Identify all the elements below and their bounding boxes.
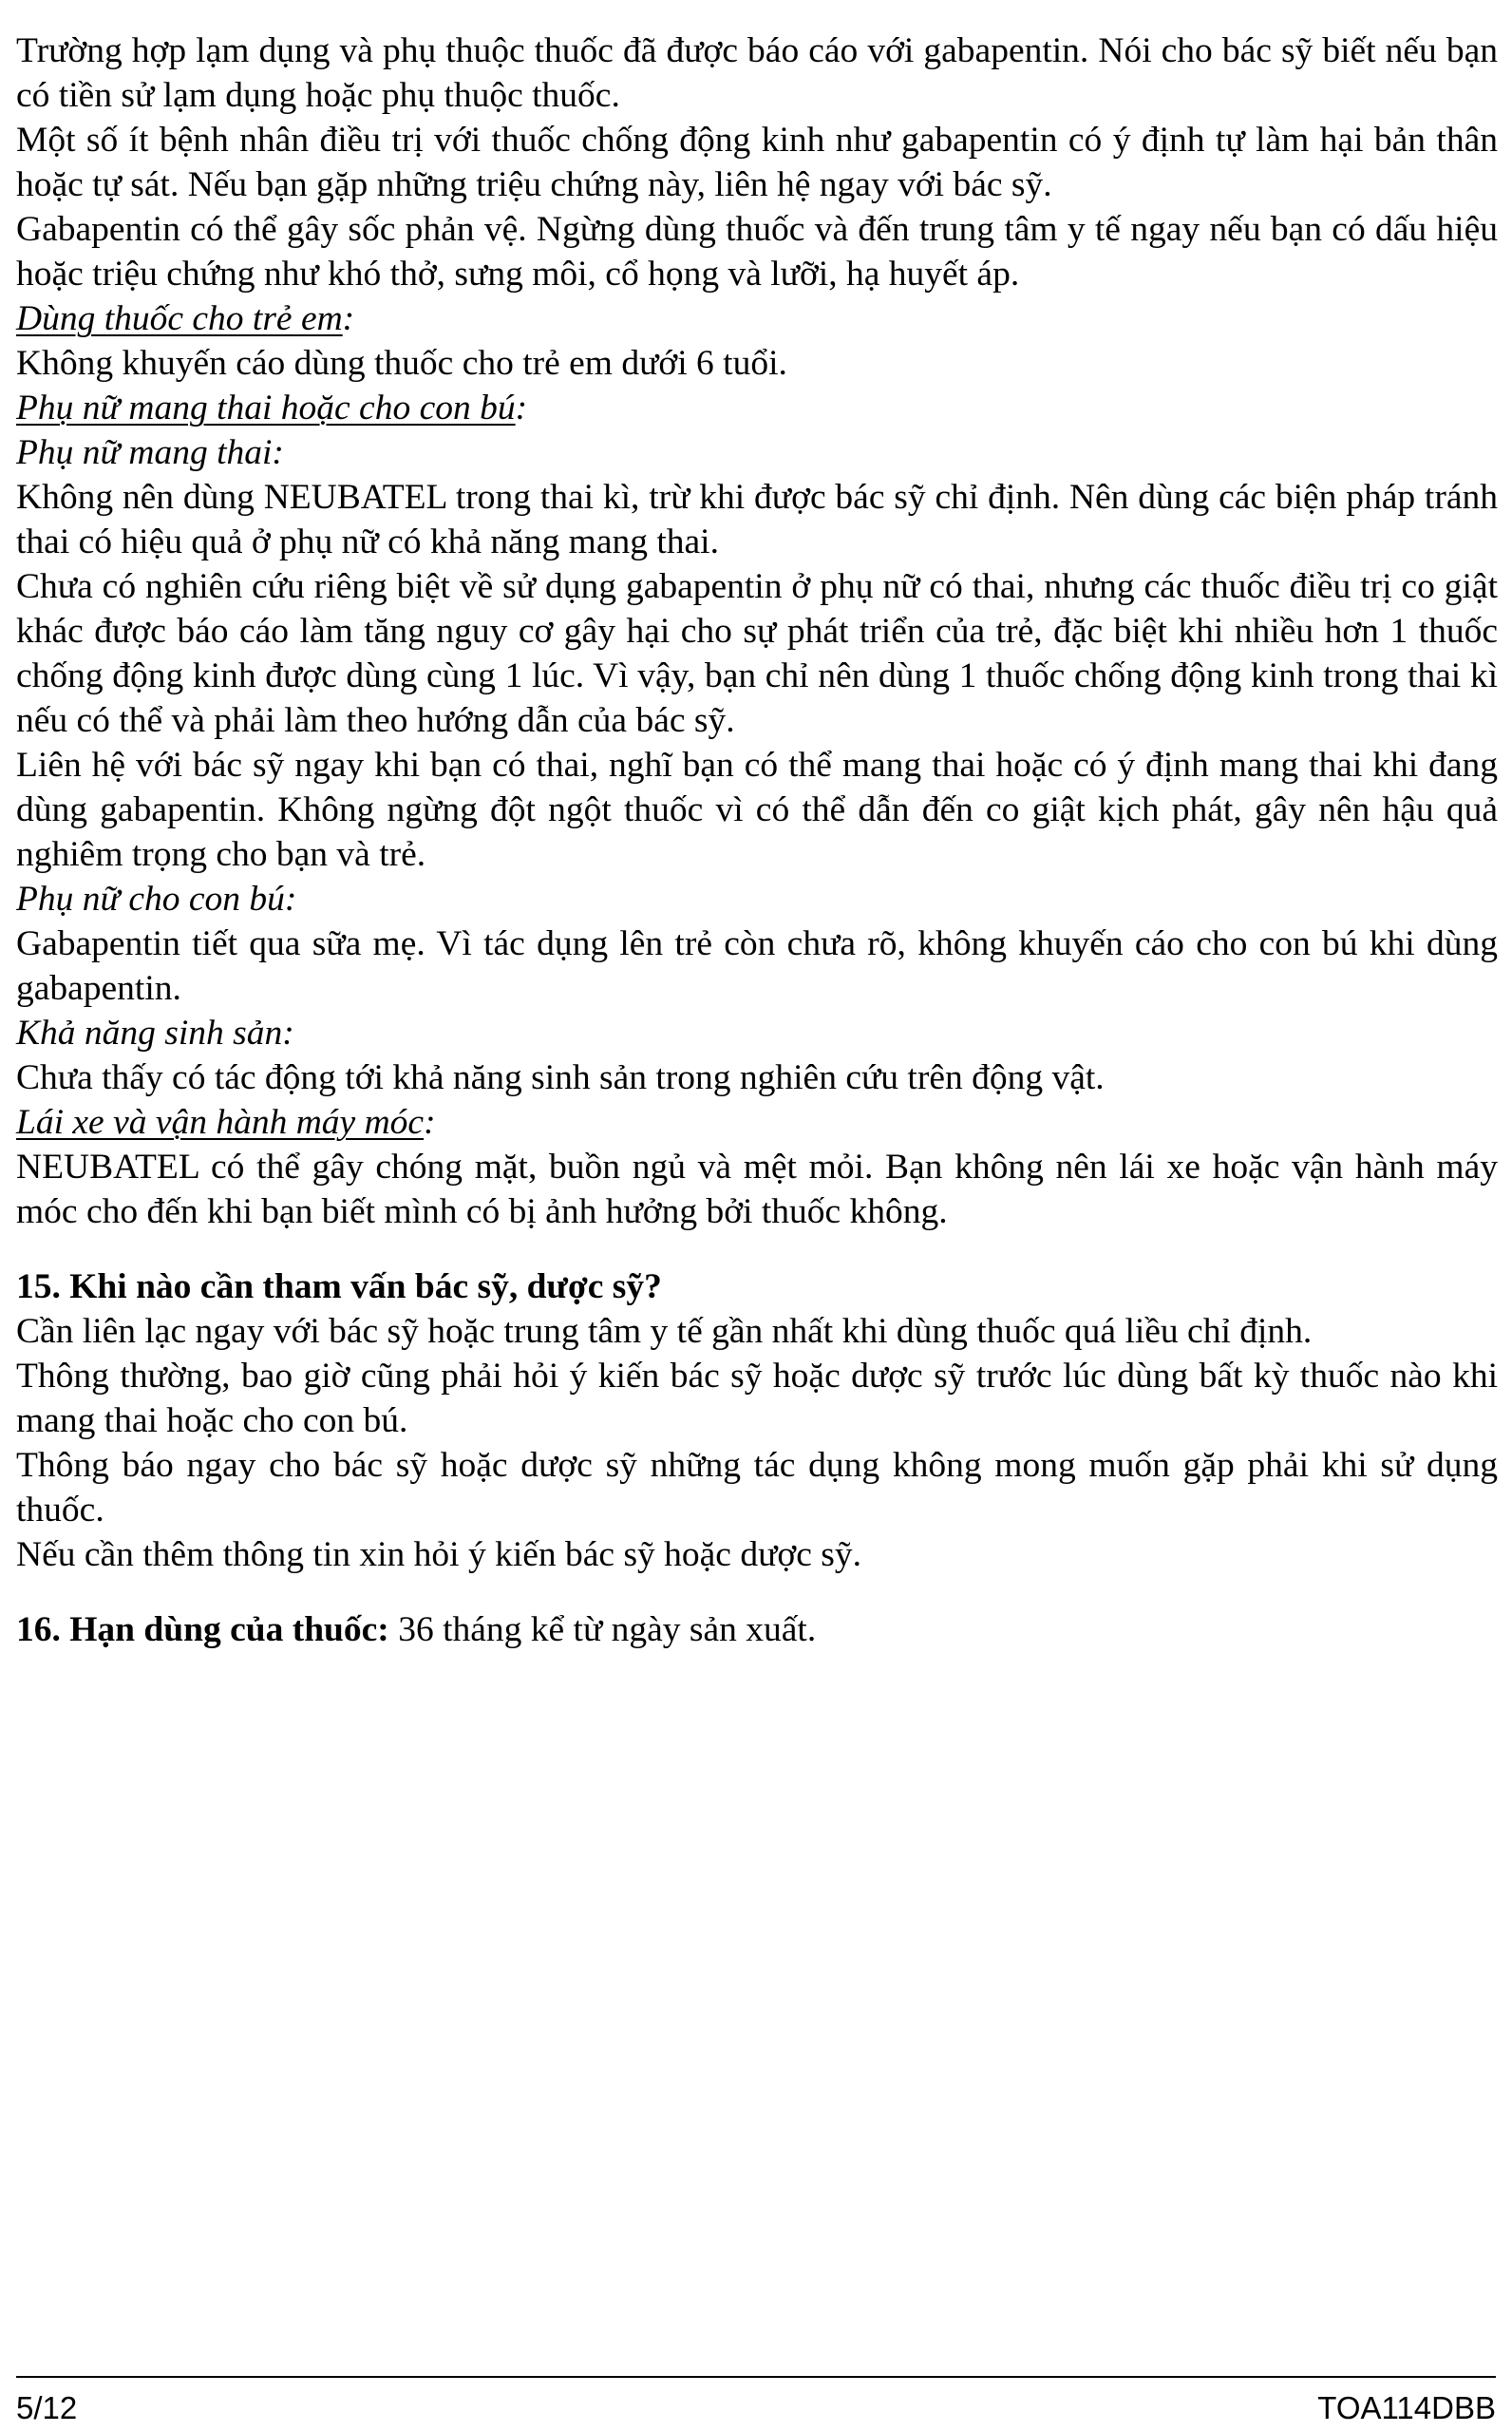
subheading-pregnant: Phụ nữ mang thai: (16, 433, 284, 472)
heading-driving-label: Lái xe và vận hành máy móc (16, 1103, 425, 1142)
paragraph-self-harm: Một số ít bệnh nhân điều trị với thuốc chống động kinh như gabapentin có ý định tự làm hại bản thân hoặc tự sát. Nếu bạn gặp những triệu chứng này, liên hệ ngay với bác sỹ. (16, 121, 1498, 204)
footer-divider (16, 2376, 1496, 2378)
heading-colon: : (342, 299, 355, 338)
page-number: 5/12 (16, 2390, 78, 2425)
paragraph-pregnant-2: Chưa có nghiên cứu riêng biệt về sử dụng gabapentin ở phụ nữ có thai, nhưng các thuốc điều trị co giật khác được báo cáo làm tăng nguy cơ gây hại cho sự phát triển của trẻ, đặc biệt khi nhiều hơn 1 thuốc chống động kinh được dùng cùng 1 lúc. Vì vậy, bạn chỉ nên dùng 1 thuốc chống động kinh trong thai kì nếu có thể và phải làm theo hướng dẫn của bác sỹ. (16, 567, 1498, 740)
heading-colon: : (424, 1103, 436, 1142)
paragraph-children: Không khuyến cáo dùng thuốc cho trẻ em dưới 6 tuổi. (16, 344, 787, 383)
subheading-fertility: Khả năng sinh sản: (16, 1014, 294, 1053)
paragraph-fertility: Chưa thấy có tác động tới khả năng sinh sản trong nghiên cứu trên động vật. (16, 1058, 1105, 1097)
heading-colon: : (515, 389, 528, 428)
document-body (16, 28, 1498, 1652)
document-code: TOA114DBB (1317, 2390, 1496, 2425)
section-15-title: 15. Khi nào cần tham vấn bác sỹ, dược sỹ? (16, 1267, 662, 1306)
paragraph-anaphylaxis: Gabapentin có thể gây sốc phản vệ. Ngừng dùng thuốc và đến trung tâm y tế ngay nếu bạn có dấu hiệu hoặc triệu chứng như khó thở, sưng môi, cổ họng và lưỡi, hạ huyết áp. (16, 210, 1498, 294)
section-15-paragraph-1: Cần liên lạc ngay với bác sỹ hoặc trung tâm y tế gần nhất khi dùng thuốc quá liều chỉ định. (16, 1312, 1313, 1351)
heading-driving (16, 1100, 1498, 1145)
heading-children (16, 296, 1498, 341)
subheading-breastfeeding: Phụ nữ cho con bú: (16, 880, 297, 919)
paragraph-driving: NEUBATEL có thể gây chóng mặt, buồn ngủ và mệt mỏi. Bạn không nên lái xe hoặc vận hành máy móc cho đến khi bạn biết mình có bị ảnh hưởng bởi thuốc không. (16, 1148, 1498, 1231)
section-15-paragraph-4: Nếu cần thêm thông tin xin hỏi ý kiến bác sỹ hoặc dược sỹ. (16, 1535, 861, 1574)
section-15-paragraph-2: Thông thường, bao giờ cũng phải hỏi ý kiến bác sỹ hoặc dược sỹ trước lúc dùng bất kỳ thuốc nào khi mang thai hoặc cho con bú. (16, 1357, 1498, 1440)
section-15-paragraph-3: Thông báo ngay cho bác sỹ hoặc dược sỹ những tác dụng không mong muốn gặp phải khi sử dụng thuốc. (16, 1446, 1498, 1530)
paragraph-breastfeeding: Gabapentin tiết qua sữa mẹ. Vì tác dụng lên trẻ còn chưa rõ, không khuyến cáo cho con bú khi dùng gabapentin. (16, 924, 1498, 1008)
heading-children-label: Dùng thuốc cho trẻ em (16, 299, 343, 338)
paragraph-pregnant-1: Không nên dùng NEUBATEL trong thai kì, trừ khi được bác sỹ chỉ định. Nên dùng các biện pháp tránh thai có hiệu quả ở phụ nữ có khả năng mang thai. (16, 478, 1498, 561)
paragraph-drug-abuse: Trường hợp lạm dụng và phụ thuộc thuốc đã được báo cáo với gabapentin. Nói cho bác sỹ biết nếu bạn có tiền sử lạm dụng hoặc phụ thuộc thuốc. (16, 31, 1498, 115)
section-16-title: 16. Hạn dùng của thuốc: (16, 1610, 389, 1649)
heading-pregnancy-lactation (16, 386, 1498, 430)
heading-pregnancy-label: Phụ nữ mang thai hoặc cho con bú (16, 389, 516, 428)
paragraph-pregnant-3: Liên hệ với bác sỹ ngay khi bạn có thai, nghĩ bạn có thể mang thai hoặc có ý định mang thai khi đang dùng gabapentin. Không ngừng đột ngột thuốc vì có thể dẫn đến co giật kịch phát, gây nên hậu quả nghiêm trọng cho bạn và trẻ. (16, 746, 1498, 874)
section-16-text: 36 tháng kể từ ngày sản xuất. (388, 1610, 817, 1649)
section-16 (16, 1607, 1498, 1652)
